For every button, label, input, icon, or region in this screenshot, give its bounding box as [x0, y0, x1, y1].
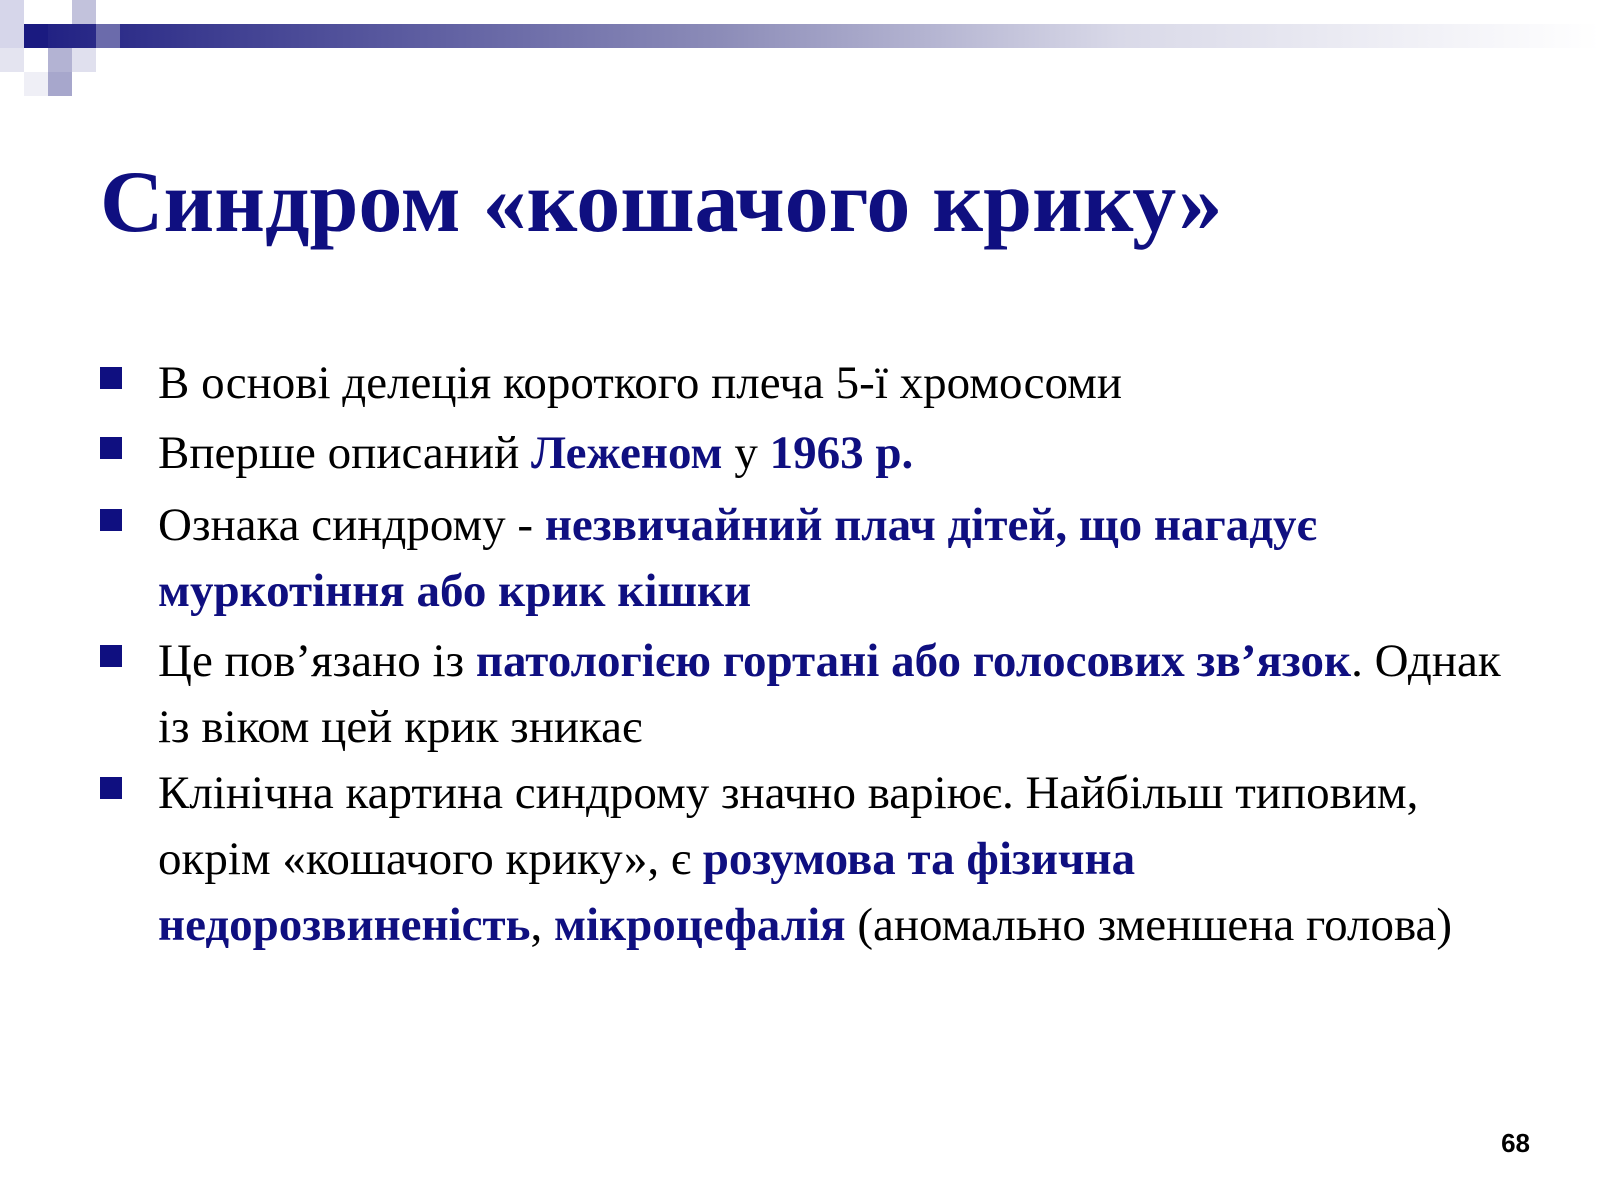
bullet-text: Вперше описаний — [158, 427, 531, 479]
bullet-text: у — [722, 427, 770, 479]
page-number: 68 — [1501, 1128, 1530, 1158]
bullet-emphasis: розумова та фізична недорозвиненість — [158, 833, 1136, 951]
decor-square — [72, 0, 96, 24]
square-bullet-icon — [100, 367, 122, 389]
decor-square — [48, 0, 72, 24]
decor-square — [0, 0, 24, 48]
decor-square — [72, 48, 96, 72]
bullet-text: В основі делеція короткого плеча 5-ї хромосоми — [158, 357, 1123, 409]
decor-square — [0, 48, 24, 72]
decor-square — [24, 72, 48, 96]
bullet-item — [100, 628, 1520, 760]
decor-square — [96, 24, 120, 48]
square-bullet-icon — [100, 645, 122, 667]
bullet-item — [100, 350, 1520, 416]
square-bullet-icon — [100, 777, 122, 799]
bullet-text: Це пов’язано із — [158, 635, 476, 687]
bullet-emphasis: патологією гортані або голосових зв’язок — [475, 635, 1352, 687]
bullet-list — [100, 350, 1520, 958]
bullet-emphasis: Леженом — [530, 427, 723, 479]
bullet-item — [100, 760, 1520, 958]
bullet-text: , — [530, 899, 554, 951]
bullet-emphasis: незвичайний плач дітей, що нагадує муркотіння або крик кішки — [158, 499, 1317, 617]
bullet-text: . Однак із віком цей крик зникає — [158, 635, 1501, 753]
bullet-emphasis: мікроцефалія — [553, 899, 846, 951]
header-gradient-bar — [0, 24, 1600, 48]
bullet-emphasis: 1963 р. — [769, 427, 914, 479]
bullet-item — [100, 492, 1520, 624]
decor-square — [24, 24, 48, 48]
bullet-text: Клінічна картина синдрому значно варіює. Найбільш типовим, окрім «кошачого крику», є — [158, 767, 1419, 885]
square-bullet-icon — [100, 437, 122, 459]
bullet-text: (аномально зменшена голова) — [845, 899, 1453, 951]
bullet-text: Ознака синдрому - — [158, 499, 545, 551]
bullet-item — [100, 420, 1520, 486]
square-bullet-icon — [100, 509, 122, 531]
decor-square — [48, 48, 72, 72]
slide-title: Синдром «кошачого крику» — [100, 154, 1223, 251]
decor-square — [48, 72, 72, 96]
